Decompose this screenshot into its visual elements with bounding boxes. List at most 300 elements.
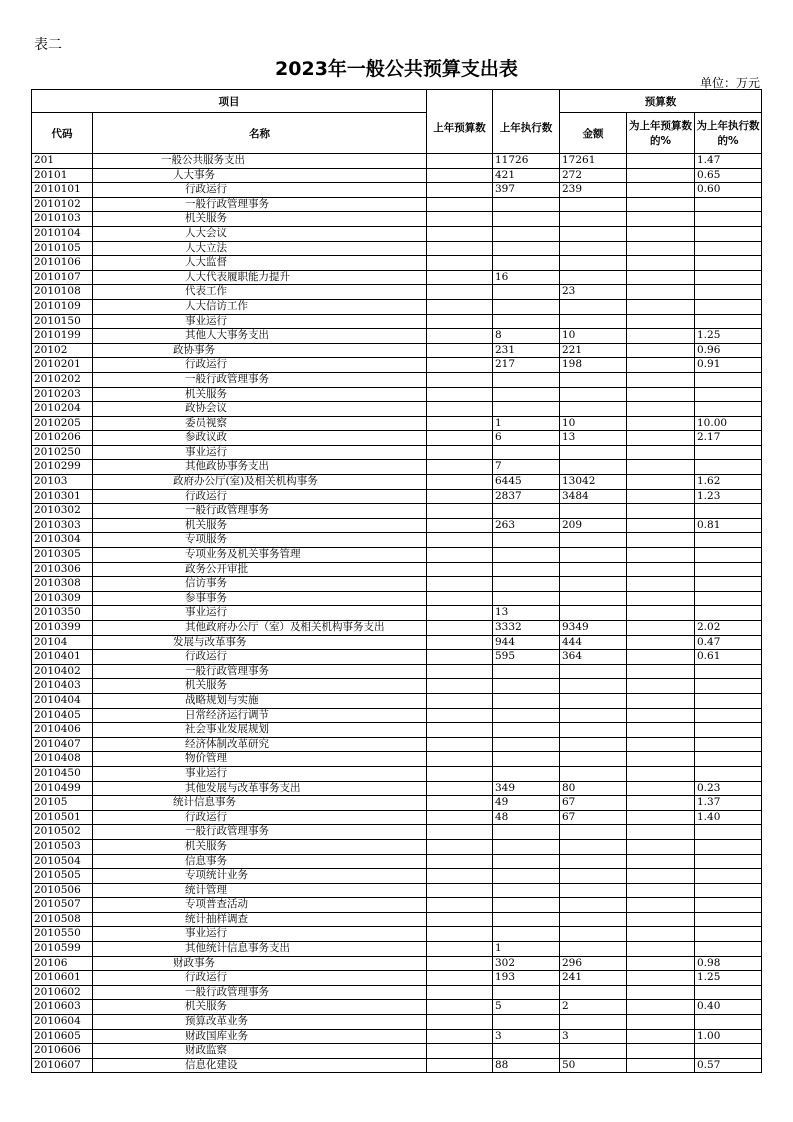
cell-pct-exec: [695, 825, 762, 840]
cell-code: 20106: [32, 956, 93, 971]
table-row: [32, 256, 762, 271]
cell-last-exec: 349: [493, 781, 560, 796]
cell-pct-budget: [627, 358, 695, 373]
cell-code: 2010502: [32, 825, 93, 840]
cell-pct-exec: [695, 606, 762, 621]
cell-amount: 3: [560, 1029, 627, 1044]
cell-pct-budget: [627, 591, 695, 606]
cell-pct-exec: [695, 752, 762, 767]
cell-pct-exec: 0.98: [695, 956, 762, 971]
cell-last-budget: [427, 708, 493, 723]
cell-last-exec: [493, 839, 560, 854]
header-last-exec: 上年执行数: [493, 90, 560, 154]
cell-code: 2010305: [32, 548, 93, 563]
cell-amount: [560, 869, 627, 884]
cell-code: 2010402: [32, 664, 93, 679]
cell-last-budget: [427, 577, 493, 592]
cell-last-budget: [427, 942, 493, 957]
cell-code: 2010302: [32, 504, 93, 519]
cell-last-budget: [427, 241, 493, 256]
cell-name: 事业运行: [93, 766, 427, 781]
cell-last-budget: [427, 562, 493, 577]
cell-pct-budget: [627, 314, 695, 329]
cell-pct-exec: [695, 708, 762, 723]
cell-pct-exec: 0.65: [695, 168, 762, 183]
cell-pct-exec: [695, 562, 762, 577]
cell-code: 2010605: [32, 1029, 93, 1044]
cell-last-budget: [427, 723, 493, 738]
cell-name: 行政运行: [93, 489, 427, 504]
cell-last-budget: [427, 475, 493, 490]
cell-last-budget: [427, 285, 493, 300]
cell-pct-budget: [627, 431, 695, 446]
cell-name: 事业运行: [93, 314, 427, 329]
cell-code: 20104: [32, 635, 93, 650]
cell-pct-budget: [627, 285, 695, 300]
cell-last-exec: [493, 212, 560, 227]
cell-amount: 241: [560, 971, 627, 986]
cell-code: 2010205: [32, 416, 93, 431]
cell-amount: 80: [560, 781, 627, 796]
cell-name: 政务公开审批: [93, 562, 427, 577]
cell-code: 2010404: [32, 693, 93, 708]
table-row: [32, 460, 762, 475]
cell-pct-budget: [627, 796, 695, 811]
cell-pct-budget: [627, 766, 695, 781]
cell-amount: [560, 270, 627, 285]
table-row: [32, 927, 762, 942]
header-pct-budget: 为上年预算数的%: [627, 113, 695, 154]
cell-amount: [560, 591, 627, 606]
header-item: 项目: [32, 90, 427, 113]
cell-amount: 13: [560, 431, 627, 446]
table-row: [32, 898, 762, 913]
cell-pct-budget: [627, 387, 695, 402]
cell-pct-exec: 1.47: [695, 154, 762, 169]
cell-pct-exec: [695, 839, 762, 854]
cell-code: 2010499: [32, 781, 93, 796]
cell-last-budget: [427, 1044, 493, 1059]
cell-pct-budget: [627, 971, 695, 986]
table-row: [32, 431, 762, 446]
cell-code: 2010604: [32, 1015, 93, 1030]
cell-code: 2010501: [32, 810, 93, 825]
cell-code: 2010104: [32, 226, 93, 241]
table-row: [32, 825, 762, 840]
cell-last-budget: [427, 489, 493, 504]
cell-last-exec: 2837: [493, 489, 560, 504]
cell-amount: [560, 548, 627, 563]
cell-code: 2010202: [32, 372, 93, 387]
cell-pct-exec: [695, 942, 762, 957]
table-row: [32, 358, 762, 373]
cell-pct-exec: [695, 898, 762, 913]
table-row: [32, 475, 762, 490]
cell-pct-budget: [627, 518, 695, 533]
cell-last-exec: 3: [493, 1029, 560, 1044]
cell-last-exec: 13: [493, 606, 560, 621]
cell-pct-budget: [627, 839, 695, 854]
cell-last-exec: [493, 285, 560, 300]
cell-amount: [560, 1015, 627, 1030]
cell-last-budget: [427, 314, 493, 329]
budget-table: [31, 89, 762, 1073]
cell-last-exec: [493, 1015, 560, 1030]
cell-pct-exec: 2.02: [695, 621, 762, 636]
cell-amount: [560, 460, 627, 475]
cell-last-budget: [427, 1029, 493, 1044]
cell-amount: 296: [560, 956, 627, 971]
cell-last-exec: [493, 898, 560, 913]
table-row: [32, 869, 762, 884]
cell-code: 2010504: [32, 854, 93, 869]
cell-name: 一般行政管理事务: [93, 985, 427, 1000]
table-row: [32, 737, 762, 752]
cell-pct-budget: [627, 343, 695, 358]
cell-name: 信息化建设: [93, 1058, 427, 1073]
table-row: [32, 723, 762, 738]
cell-last-budget: [427, 679, 493, 694]
cell-name: 其他统计信息事务支出: [93, 942, 427, 957]
cell-amount: [560, 912, 627, 927]
cell-pct-exec: 0.91: [695, 358, 762, 373]
cell-pct-exec: 2.17: [695, 431, 762, 446]
cell-last-exec: 421: [493, 168, 560, 183]
cell-last-exec: 1: [493, 416, 560, 431]
header-budget: 预算数: [560, 90, 762, 113]
cell-last-exec: [493, 883, 560, 898]
header-pct-exec: 为上年执行数的%: [695, 113, 762, 154]
cell-name: 财政事务: [93, 956, 427, 971]
cell-pct-budget: [627, 693, 695, 708]
cell-last-exec: 217: [493, 358, 560, 373]
table-row: [32, 693, 762, 708]
cell-last-exec: 16: [493, 270, 560, 285]
cell-amount: [560, 314, 627, 329]
table-row: [32, 1044, 762, 1059]
cell-name: 专项统计业务: [93, 869, 427, 884]
cell-name: 信息事务: [93, 854, 427, 869]
cell-pct-exec: [695, 869, 762, 884]
cell-code: 2010106: [32, 256, 93, 271]
cell-last-budget: [427, 299, 493, 314]
cell-last-exec: 6: [493, 431, 560, 446]
cell-name: 机关服务: [93, 387, 427, 402]
cell-last-exec: [493, 927, 560, 942]
cell-code: 2010303: [32, 518, 93, 533]
cell-amount: 272: [560, 168, 627, 183]
table-row: [32, 183, 762, 198]
cell-name: 政协会议: [93, 402, 427, 417]
cell-name: 其他政府办公厅（室）及相关机构事务支出: [93, 621, 427, 636]
cell-pct-budget: [627, 1044, 695, 1059]
cell-last-exec: 48: [493, 810, 560, 825]
cell-last-budget: [427, 883, 493, 898]
cell-code: 2010599: [32, 942, 93, 957]
cell-name: 事业运行: [93, 927, 427, 942]
cell-name: 预算改革业务: [93, 1015, 427, 1030]
cell-code: 2010103: [32, 212, 93, 227]
cell-code: 2010505: [32, 869, 93, 884]
cell-code: 20103: [32, 475, 93, 490]
table-row: [32, 883, 762, 898]
cell-pct-budget: [627, 416, 695, 431]
cell-pct-exec: [695, 679, 762, 694]
cell-last-budget: [427, 504, 493, 519]
cell-amount: [560, 1044, 627, 1059]
cell-pct-budget: [627, 329, 695, 344]
cell-last-exec: 1: [493, 942, 560, 957]
table-row: [32, 445, 762, 460]
table-row: [32, 664, 762, 679]
cell-pct-budget: [627, 212, 695, 227]
table-row: [32, 766, 762, 781]
cell-pct-budget: [627, 1058, 695, 1073]
cell-name: 事业运行: [93, 445, 427, 460]
cell-name: 其他发展与改革事务支出: [93, 781, 427, 796]
cell-amount: [560, 693, 627, 708]
cell-amount: [560, 985, 627, 1000]
table-body: [32, 154, 762, 1073]
cell-name: 机关服务: [93, 518, 427, 533]
cell-code: 2010109: [32, 299, 93, 314]
cell-name: 发展与改革事务: [93, 635, 427, 650]
cell-amount: [560, 256, 627, 271]
doc-tag: 表二: [34, 37, 62, 53]
cell-pct-budget: [627, 664, 695, 679]
cell-last-exec: 11726: [493, 154, 560, 169]
cell-amount: [560, 664, 627, 679]
table-row: [32, 212, 762, 227]
cell-pct-budget: [627, 489, 695, 504]
cell-last-budget: [427, 387, 493, 402]
cell-pct-exec: 0.57: [695, 1058, 762, 1073]
table-row: [32, 621, 762, 636]
cell-amount: 10: [560, 416, 627, 431]
cell-amount: 209: [560, 518, 627, 533]
cell-name: 人大事务: [93, 168, 427, 183]
cell-last-budget: [427, 869, 493, 884]
cell-last-budget: [427, 985, 493, 1000]
cell-name: 统计管理: [93, 883, 427, 898]
cell-last-budget: [427, 912, 493, 927]
cell-pct-exec: [695, 548, 762, 563]
cell-amount: 444: [560, 635, 627, 650]
table-row: [32, 839, 762, 854]
cell-last-budget: [427, 621, 493, 636]
cell-pct-budget: [627, 927, 695, 942]
table-row: [32, 533, 762, 548]
table-row: [32, 270, 762, 285]
cell-code: 2010403: [32, 679, 93, 694]
table-row: [32, 956, 762, 971]
page-title: 2023年一般公共预算支出表: [275, 58, 518, 80]
cell-pct-exec: [695, 577, 762, 592]
cell-code: 2010607: [32, 1058, 93, 1073]
cell-pct-budget: [627, 460, 695, 475]
table-row: [32, 1000, 762, 1015]
cell-code: 2010401: [32, 650, 93, 665]
table-row: [32, 912, 762, 927]
cell-name: 行政运行: [93, 971, 427, 986]
cell-code: 2010105: [32, 241, 93, 256]
cell-last-budget: [427, 518, 493, 533]
cell-pct-budget: [627, 504, 695, 519]
cell-name: 物价管理: [93, 752, 427, 767]
cell-last-budget: [427, 606, 493, 621]
cell-last-budget: [427, 402, 493, 417]
cell-name: 机关服务: [93, 1000, 427, 1015]
cell-last-budget: [427, 796, 493, 811]
cell-amount: [560, 723, 627, 738]
cell-name: 行政运行: [93, 183, 427, 198]
cell-name: 事业运行: [93, 606, 427, 621]
cell-pct-exec: 1.40: [695, 810, 762, 825]
cell-last-budget: [427, 460, 493, 475]
table-row: [32, 402, 762, 417]
cell-code: 2010306: [32, 562, 93, 577]
cell-amount: 9349: [560, 621, 627, 636]
cell-last-exec: 397: [493, 183, 560, 198]
cell-amount: 67: [560, 796, 627, 811]
cell-amount: [560, 737, 627, 752]
cell-name: 其他人大事务支出: [93, 329, 427, 344]
cell-pct-budget: [627, 372, 695, 387]
cell-last-budget: [427, 737, 493, 752]
cell-amount: [560, 898, 627, 913]
cell-pct-exec: [695, 299, 762, 314]
cell-pct-budget: [627, 985, 695, 1000]
cell-last-exec: [493, 562, 560, 577]
cell-last-budget: [427, 212, 493, 227]
cell-last-exec: [493, 591, 560, 606]
table-row: [32, 854, 762, 869]
table-row: [32, 299, 762, 314]
cell-code: 2010301: [32, 489, 93, 504]
header-code: 代码: [32, 113, 93, 154]
cell-amount: [560, 241, 627, 256]
cell-amount: 364: [560, 650, 627, 665]
cell-last-exec: 193: [493, 971, 560, 986]
cell-pct-exec: [695, 737, 762, 752]
cell-name: 人大立法: [93, 241, 427, 256]
cell-last-exec: [493, 985, 560, 1000]
cell-last-budget: [427, 226, 493, 241]
cell-last-exec: [493, 693, 560, 708]
cell-last-budget: [427, 197, 493, 212]
cell-last-budget: [427, 548, 493, 563]
cell-name: 参政议政: [93, 431, 427, 446]
cell-pct-budget: [627, 270, 695, 285]
cell-amount: [560, 839, 627, 854]
table-row: [32, 416, 762, 431]
cell-pct-budget: [627, 241, 695, 256]
cell-last-exec: 6445: [493, 475, 560, 490]
cell-name: 机关服务: [93, 679, 427, 694]
cell-name: 一般行政管理事务: [93, 825, 427, 840]
cell-last-exec: [493, 854, 560, 869]
cell-code: 2010603: [32, 1000, 93, 1015]
cell-pct-exec: [695, 460, 762, 475]
cell-amount: 50: [560, 1058, 627, 1073]
cell-pct-budget: [627, 256, 695, 271]
cell-pct-budget: [627, 883, 695, 898]
cell-code: 2010199: [32, 329, 93, 344]
cell-amount: [560, 533, 627, 548]
cell-amount: [560, 766, 627, 781]
cell-pct-exec: [695, 927, 762, 942]
cell-code: 201: [32, 154, 93, 169]
cell-code: 2010102: [32, 197, 93, 212]
cell-code: 2010399: [32, 621, 93, 636]
cell-pct-exec: [695, 504, 762, 519]
cell-amount: [560, 606, 627, 621]
cell-last-exec: [493, 372, 560, 387]
cell-last-exec: [493, 1044, 560, 1059]
cell-amount: [560, 942, 627, 957]
cell-last-budget: [427, 256, 493, 271]
table-row: [32, 577, 762, 592]
cell-amount: [560, 212, 627, 227]
cell-name: 人大会议: [93, 226, 427, 241]
table-row: [32, 329, 762, 344]
cell-pct-budget: [627, 445, 695, 460]
table-row: [32, 810, 762, 825]
cell-amount: [560, 402, 627, 417]
table-row: [32, 197, 762, 212]
cell-pct-exec: [695, 445, 762, 460]
table-row: [32, 781, 762, 796]
cell-last-budget: [427, 854, 493, 869]
cell-last-exec: [493, 226, 560, 241]
cell-last-exec: [493, 737, 560, 752]
header-name: 名称: [93, 113, 427, 154]
cell-last-exec: 944: [493, 635, 560, 650]
cell-name: 一般行政管理事务: [93, 664, 427, 679]
cell-amount: [560, 372, 627, 387]
cell-last-budget: [427, 825, 493, 840]
cell-last-exec: [493, 241, 560, 256]
table-row: [32, 285, 762, 300]
cell-pct-exec: [695, 533, 762, 548]
cell-last-budget: [427, 956, 493, 971]
cell-name: 统计信息事务: [93, 796, 427, 811]
cell-pct-exec: [695, 402, 762, 417]
cell-code: 2010350: [32, 606, 93, 621]
cell-pct-budget: [627, 562, 695, 577]
cell-pct-budget: [627, 475, 695, 490]
cell-pct-exec: [695, 693, 762, 708]
cell-code: 2010107: [32, 270, 93, 285]
cell-amount: [560, 445, 627, 460]
cell-name: 专项普查活动: [93, 898, 427, 913]
cell-amount: 67: [560, 810, 627, 825]
cell-amount: 3484: [560, 489, 627, 504]
cell-last-budget: [427, 445, 493, 460]
table-row: [32, 708, 762, 723]
cell-pct-exec: 0.96: [695, 343, 762, 358]
cell-last-budget: [427, 154, 493, 169]
cell-last-exec: 231: [493, 343, 560, 358]
cell-pct-exec: [695, 1015, 762, 1030]
cell-name: 财政监察: [93, 1044, 427, 1059]
cell-last-budget: [427, 971, 493, 986]
cell-last-exec: [493, 825, 560, 840]
table-row: [32, 606, 762, 621]
cell-code: 2010508: [32, 912, 93, 927]
cell-pct-budget: [627, 1000, 695, 1015]
table-row: [32, 343, 762, 358]
